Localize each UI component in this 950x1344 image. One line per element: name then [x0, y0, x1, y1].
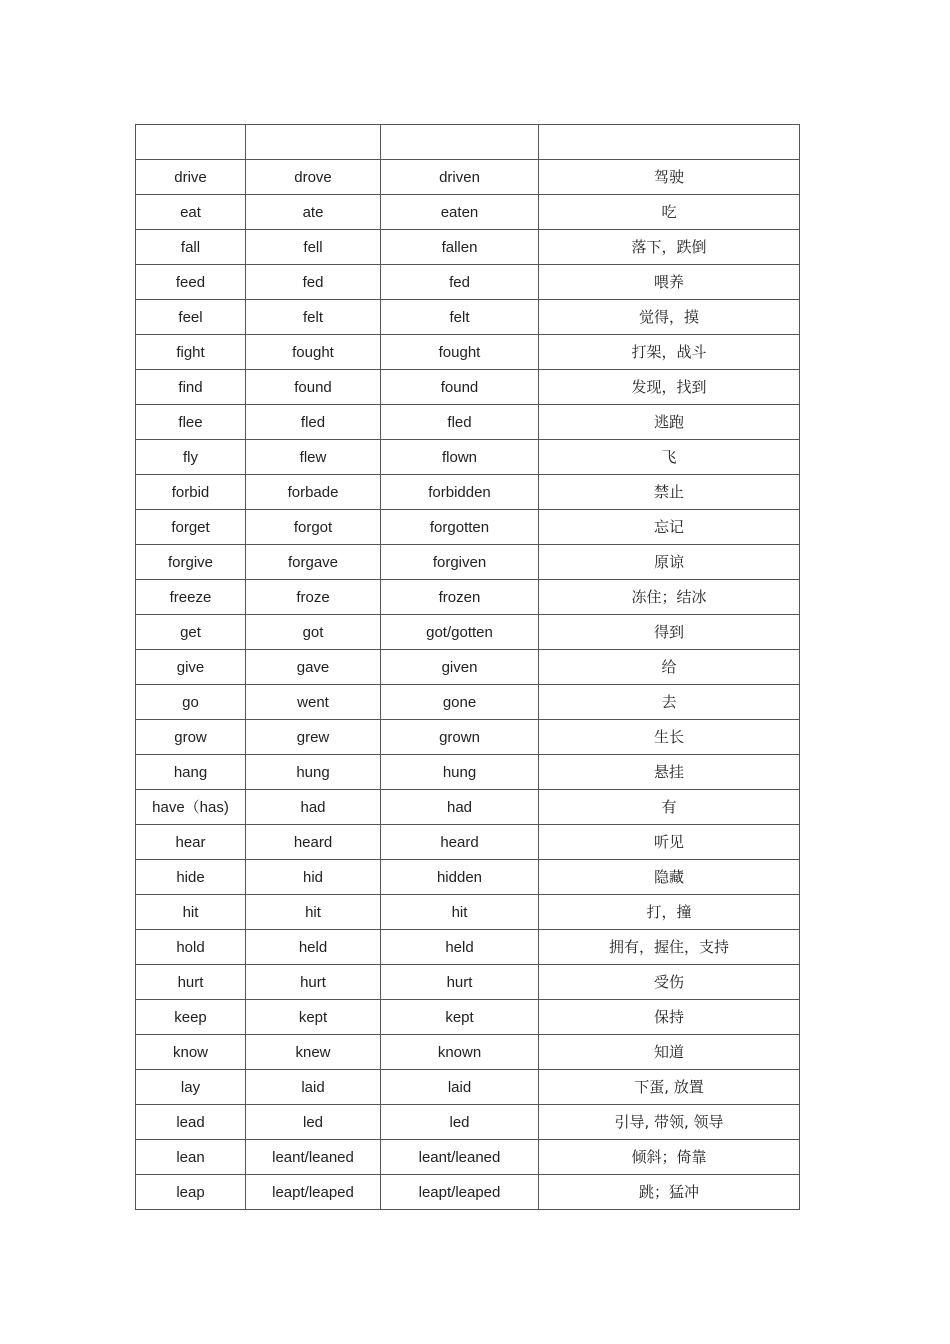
cell-base-form: keep — [136, 1000, 246, 1035]
table-row — [136, 1105, 800, 1140]
cell-past-participle: eaten — [381, 195, 539, 230]
cell-past-tense: froze — [246, 580, 381, 615]
cell-past-tense: felt — [246, 300, 381, 335]
cell-meaning: 落下，跌倒 — [539, 230, 800, 265]
table-row — [136, 895, 800, 930]
cell-base-form: flee — [136, 405, 246, 440]
cell-past-tense: flew — [246, 440, 381, 475]
cell-past-tense: ate — [246, 195, 381, 230]
table-row — [136, 1035, 800, 1070]
table-row — [136, 370, 800, 405]
table-row — [136, 650, 800, 685]
cell-meaning: 受伤 — [539, 965, 800, 1000]
cell-past-participle: led — [381, 1105, 539, 1140]
cell-base-form: find — [136, 370, 246, 405]
cell-past-participle: grown — [381, 720, 539, 755]
cell-meaning: 得到 — [539, 615, 800, 650]
table-row — [136, 195, 800, 230]
table-row — [136, 685, 800, 720]
cell-base-form: hit — [136, 895, 246, 930]
cell-base-form: go — [136, 685, 246, 720]
header-cell-meaning — [539, 125, 800, 160]
cell-past-tense: led — [246, 1105, 381, 1140]
cell-past-participle: driven — [381, 160, 539, 195]
cell-base-form: fly — [136, 440, 246, 475]
cell-past-participle: heard — [381, 825, 539, 860]
cell-past-participle: given — [381, 650, 539, 685]
table-header-row — [136, 125, 800, 160]
cell-past-tense: fought — [246, 335, 381, 370]
cell-past-tense: hung — [246, 755, 381, 790]
table-row — [136, 160, 800, 195]
cell-base-form: leap — [136, 1175, 246, 1210]
cell-past-participle: fought — [381, 335, 539, 370]
cell-past-tense: fell — [246, 230, 381, 265]
cell-base-form: lead — [136, 1105, 246, 1140]
cell-meaning: 原谅 — [539, 545, 800, 580]
table-row — [136, 475, 800, 510]
cell-base-form: lean — [136, 1140, 246, 1175]
cell-past-participle: leapt/leaped — [381, 1175, 539, 1210]
table-row — [136, 965, 800, 1000]
header-cell-base — [136, 125, 246, 160]
cell-past-participle: flown — [381, 440, 539, 475]
cell-base-form: hide — [136, 860, 246, 895]
cell-base-form: give — [136, 650, 246, 685]
cell-past-participle: fallen — [381, 230, 539, 265]
table-row — [136, 265, 800, 300]
cell-meaning: 飞 — [539, 440, 800, 475]
cell-past-participle: forgotten — [381, 510, 539, 545]
cell-meaning: 知道 — [539, 1035, 800, 1070]
cell-meaning: 有 — [539, 790, 800, 825]
cell-base-form: forget — [136, 510, 246, 545]
table-row — [136, 300, 800, 335]
cell-past-participle: hurt — [381, 965, 539, 1000]
cell-meaning: 隐藏 — [539, 860, 800, 895]
cell-meaning: 去 — [539, 685, 800, 720]
cell-meaning: 逃跑 — [539, 405, 800, 440]
cell-base-form: hang — [136, 755, 246, 790]
cell-meaning: 发现，找到 — [539, 370, 800, 405]
cell-past-participle: hung — [381, 755, 539, 790]
cell-meaning: 悬挂 — [539, 755, 800, 790]
cell-past-tense: forbade — [246, 475, 381, 510]
cell-past-participle: known — [381, 1035, 539, 1070]
verb-table — [135, 124, 800, 1210]
cell-past-tense: got — [246, 615, 381, 650]
cell-meaning: 驾驶 — [539, 160, 800, 195]
cell-meaning: 拥有，握住，支持 — [539, 930, 800, 965]
cell-past-participle: hidden — [381, 860, 539, 895]
table-row — [136, 230, 800, 265]
cell-past-tense: kept — [246, 1000, 381, 1035]
cell-meaning: 冻住；结冰 — [539, 580, 800, 615]
cell-base-form: forgive — [136, 545, 246, 580]
cell-past-tense: heard — [246, 825, 381, 860]
cell-meaning: 打架，战斗 — [539, 335, 800, 370]
cell-base-form: fight — [136, 335, 246, 370]
cell-past-tense: held — [246, 930, 381, 965]
verb-table-body — [136, 125, 800, 1210]
cell-meaning: 保持 — [539, 1000, 800, 1035]
cell-meaning: 打，撞 — [539, 895, 800, 930]
cell-past-participle: forbidden — [381, 475, 539, 510]
table-row — [136, 510, 800, 545]
table-row — [136, 1000, 800, 1035]
table-row — [136, 860, 800, 895]
cell-past-tense: fled — [246, 405, 381, 440]
cell-past-participle: forgiven — [381, 545, 539, 580]
cell-meaning: 引导, 带领, 领导 — [539, 1105, 800, 1140]
table-row — [136, 405, 800, 440]
cell-base-form: know — [136, 1035, 246, 1070]
cell-past-participle: kept — [381, 1000, 539, 1035]
cell-past-participle: found — [381, 370, 539, 405]
table-row — [136, 1070, 800, 1105]
cell-base-form: get — [136, 615, 246, 650]
cell-meaning: 喂养 — [539, 265, 800, 300]
cell-past-tense: hit — [246, 895, 381, 930]
cell-past-tense: laid — [246, 1070, 381, 1105]
cell-base-form: grow — [136, 720, 246, 755]
cell-meaning: 禁止 — [539, 475, 800, 510]
cell-past-participle: got/gotten — [381, 615, 539, 650]
cell-past-tense: forgot — [246, 510, 381, 545]
table-row — [136, 825, 800, 860]
cell-base-form: lay — [136, 1070, 246, 1105]
table-row — [136, 930, 800, 965]
cell-past-tense: hid — [246, 860, 381, 895]
table-row — [136, 1140, 800, 1175]
header-cell-past — [246, 125, 381, 160]
cell-past-participle: fled — [381, 405, 539, 440]
cell-base-form: feed — [136, 265, 246, 300]
cell-past-tense: fed — [246, 265, 381, 300]
cell-past-tense: grew — [246, 720, 381, 755]
table-row — [136, 1175, 800, 1210]
cell-past-participle: gone — [381, 685, 539, 720]
cell-base-form: have（has) — [136, 790, 246, 825]
cell-past-participle: fed — [381, 265, 539, 300]
table-row — [136, 440, 800, 475]
cell-base-form: hear — [136, 825, 246, 860]
cell-base-form: eat — [136, 195, 246, 230]
cell-base-form: drive — [136, 160, 246, 195]
cell-past-tense: drove — [246, 160, 381, 195]
cell-meaning: 听见 — [539, 825, 800, 860]
table-row — [136, 615, 800, 650]
cell-past-participle: leant/leaned — [381, 1140, 539, 1175]
cell-meaning: 觉得，摸 — [539, 300, 800, 335]
cell-meaning: 跳；猛冲 — [539, 1175, 800, 1210]
cell-base-form: hold — [136, 930, 246, 965]
cell-past-participle: had — [381, 790, 539, 825]
table-row — [136, 720, 800, 755]
cell-past-participle: hit — [381, 895, 539, 930]
table-row — [136, 545, 800, 580]
cell-base-form: fall — [136, 230, 246, 265]
cell-past-participle: laid — [381, 1070, 539, 1105]
table-row — [136, 790, 800, 825]
cell-past-tense: hurt — [246, 965, 381, 1000]
cell-base-form: feel — [136, 300, 246, 335]
cell-base-form: forbid — [136, 475, 246, 510]
cell-base-form: freeze — [136, 580, 246, 615]
cell-past-tense: knew — [246, 1035, 381, 1070]
cell-meaning: 下蛋, 放置 — [539, 1070, 800, 1105]
table-row — [136, 580, 800, 615]
cell-past-participle: frozen — [381, 580, 539, 615]
cell-meaning: 生长 — [539, 720, 800, 755]
cell-past-participle: held — [381, 930, 539, 965]
cell-past-tense: found — [246, 370, 381, 405]
cell-past-tense: gave — [246, 650, 381, 685]
cell-meaning: 吃 — [539, 195, 800, 230]
cell-past-tense: forgave — [246, 545, 381, 580]
table-row — [136, 335, 800, 370]
cell-meaning: 给 — [539, 650, 800, 685]
cell-meaning: 倾斜；倚靠 — [539, 1140, 800, 1175]
cell-past-participle: felt — [381, 300, 539, 335]
cell-past-tense: had — [246, 790, 381, 825]
header-cell-participle — [381, 125, 539, 160]
cell-meaning: 忘记 — [539, 510, 800, 545]
cell-base-form: hurt — [136, 965, 246, 1000]
cell-past-tense: leapt/leaped — [246, 1175, 381, 1210]
table-row — [136, 755, 800, 790]
cell-past-tense: leant/leaned — [246, 1140, 381, 1175]
cell-past-tense: went — [246, 685, 381, 720]
